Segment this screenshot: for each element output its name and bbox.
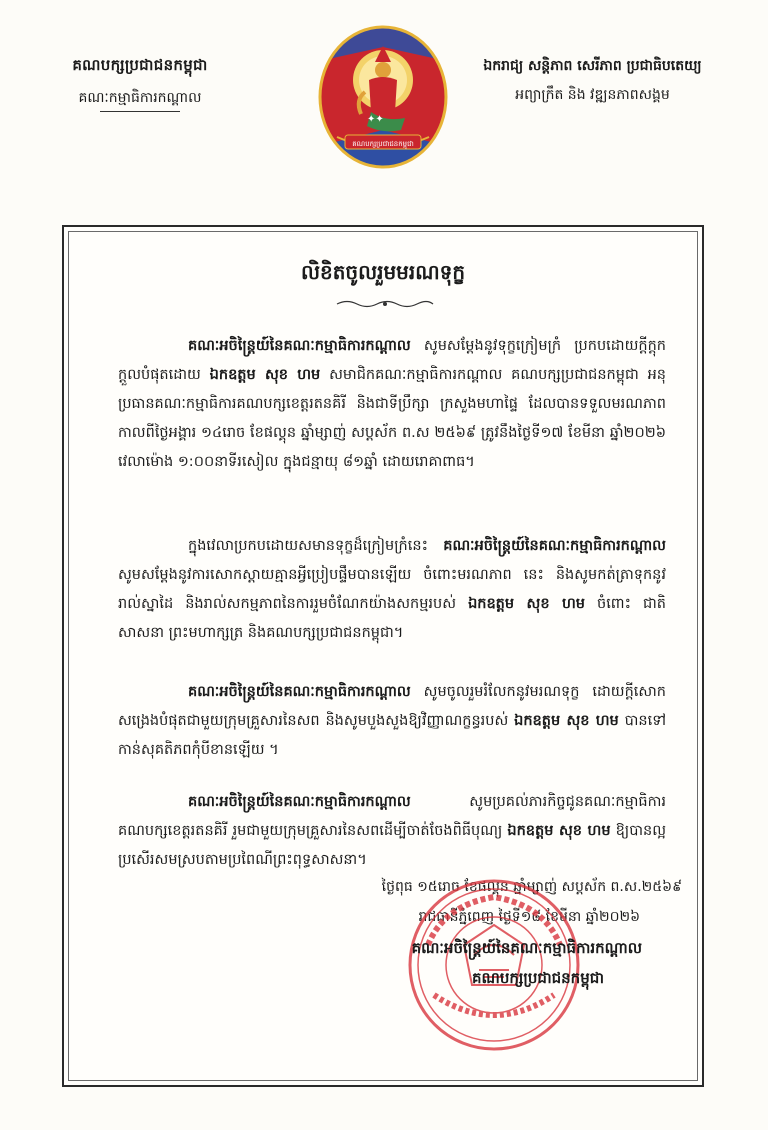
- paragraph-text: សូមចូលរួមរំលែកនូវមរណទុក្ខ ដោយក្ដីសោកសង្រេងបំផុតជាមួយក្រុមគ្រួសារនៃសព និងសូមបួងសួងឱ្យវិញ្ញាណក្ខន្ធរបស់: [118, 684, 666, 729]
- paragraph-text: ក្នុងវេលាប្រកបដោយសមានទុក្ខដ៏ក្រៀមក្រំនេះ: [188, 538, 444, 554]
- party-logo: [315, 22, 451, 172]
- paragraph-2: [118, 532, 666, 648]
- committee-lead: គណៈអចិន្ត្រៃយ៍នៃគណៈកម្មាធិការកណ្ដាល: [188, 684, 411, 700]
- paragraph-1: [118, 332, 666, 477]
- deceased-name: ឯកឧត្តម សុខ ហម: [507, 823, 611, 839]
- deceased-name: ឯកឧត្តម សុខ ហម: [514, 713, 619, 729]
- committee-lead: គណៈអចិន្ត្រៃយ៍នៃគណៈកម្មាធិការកណ្ដាល: [188, 338, 411, 354]
- national-motto: ឯករាជ្យ សន្តិភាព សេរីភាព ប្រជាធិបតេយ្យ: [483, 58, 702, 74]
- paragraph-text: សូមសម្ដែងនូវទុក្ខក្រៀមក្រំ ប្រកបដោយក្ដីក្ដុកក្ដួលបំផុតដោយ: [118, 338, 666, 383]
- header-left-block: [55, 56, 225, 112]
- header-right-block: [470, 56, 715, 106]
- paragraph-text: សូមប្រគល់ភារកិច្ចជូនគណៈកម្មាធិការ គណបក្សខេត្តរតនគិរី រួមជាមួយក្រុមគ្រួសារនៃសពដើម្បីចាត់ចែងពិធីបុណ្យ: [118, 794, 666, 839]
- deceased-name: ឯកឧត្តម សុខ ហម: [468, 596, 585, 612]
- place-date: រាជធានីភ្នំពេញ ថ្ងៃទី១៨ ខែមីនា ឆ្នាំ២០២៦: [418, 909, 640, 925]
- paragraph-text: ឱ្យបានល្អប្រសើរសមស្របតាមប្រពៃណីព្រះពុទ្ធសាសនា។: [118, 823, 667, 868]
- paragraph-text: បានទៅកាន់សុគតិភពកុំបីខានឡើយ ។: [118, 713, 667, 758]
- motto-subline: អព្យាក្រឹត និង វឌ្ឍនភាពសង្គម: [515, 87, 670, 103]
- paragraph-text: សមាជិកគណៈកម្មាធិការកណ្ដាល គណបក្សប្រជាជនកម្ពុជា អនុប្រធានគណៈកម្មាធិការគណបក្សខេត្តរតនគិរី និងជាទីប្រឹក្សា ក្រសួងមហាផ្ទៃ ដែលបានទទួលមរណភាព កាលពីថ្ងៃអង្គារ ១៤រោច ខែផល្គុន ឆ្នាំម្សាញ់ សប្តស័ក ព.ស ២៥៦៩ ត្រូវនឹងថ្ងៃទី១៧ ខែមីនា ឆ្នាំ២០២៦ វេលាម៉ោង ១:០០នាទីរសៀល ក្នុងជន្មាយុ ៨១ឆ្នាំ ដោយរោគាពាធ។: [118, 367, 667, 470]
- committee-lead: គណៈអចិន្ត្រៃយ៍នៃគណៈកម្មាធិការកណ្ដាល: [443, 538, 666, 554]
- paragraph-text: ចំពោះ ជាតិ សាសនា ព្រះមហាក្សត្រ និងគណបក្សប្រជាជនកម្ពុជា។: [118, 596, 667, 641]
- paragraph-4: [118, 788, 666, 875]
- signer-committee: គណៈអចិន្ត្រៃយ៍នៃគណៈកម្មាធិការកណ្ដាល: [411, 939, 642, 957]
- signer-party: គណបក្សប្រជាជនកម្ពុជា: [472, 969, 604, 987]
- committee-underline: [100, 111, 180, 112]
- deceased-name: ឯកឧត្តម សុខ ហម: [209, 367, 321, 383]
- paragraph-text: សូមសម្ដែងនូវការសោកស្ដាយគ្មានអ្វីប្រៀបផ្ទឹមបានឡើយ ចំពោះមរណភាព នេះ និងសូមកត់ត្រាទុកនូវរាល់ស្នាដៃ និងរាល់សកម្មភាពនៃការរួមចំណែកយ៉ាងសកម្មរបស់: [118, 567, 666, 612]
- paragraph-3: [118, 678, 666, 765]
- svg-text:✦✦: ✦✦: [367, 114, 384, 125]
- title-ornament: [335, 299, 435, 309]
- logo-label: គណបក្សប្រជាជនកម្ពុជា: [352, 140, 414, 148]
- letter-frame: [62, 225, 704, 1087]
- letter-title: លិខិតចូលរួមមរណទុក្ខ: [300, 260, 466, 284]
- committee-name: គណៈកម្មាធិការកណ្ដាល: [78, 90, 202, 106]
- lunar-date: ថ្ងៃពុធ ១៥រោច ខែផល្គុន ឆ្នាំម្សាញ់ សប្តស័ក ព.ស.២៥៦៩: [381, 879, 682, 895]
- party-name: គណបក្សប្រជាជនកម្ពុជា: [72, 56, 208, 74]
- committee-lead: គណៈអចិន្ត្រៃយ៍នៃគណៈកម្មាធិការកណ្ដាល: [188, 794, 411, 810]
